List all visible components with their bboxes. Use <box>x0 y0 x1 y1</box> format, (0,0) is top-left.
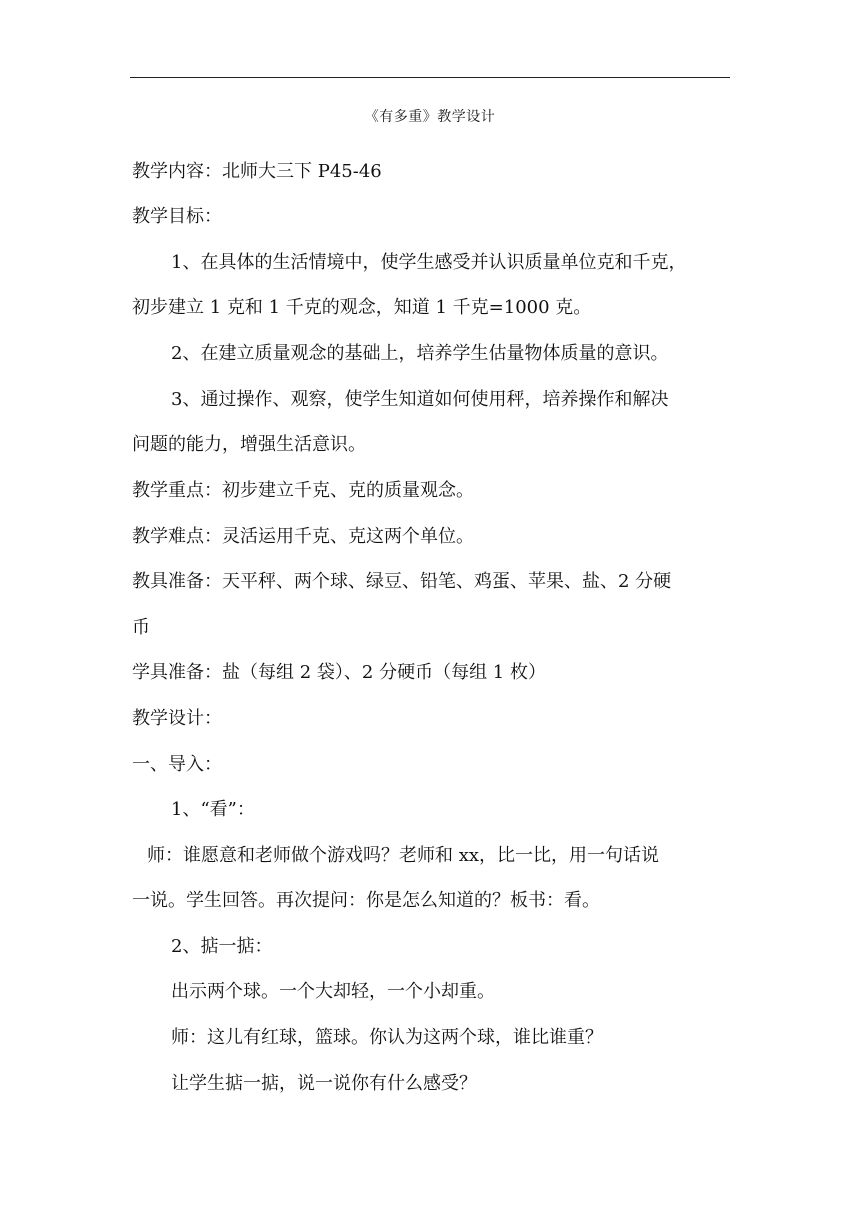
line-show-balls: 出示两个球。一个大却轻，一个小却重。 <box>171 981 495 1002</box>
line-teacher-game-b: 一说。学生回答。再次提问：你是怎么知道的？板书：看。 <box>132 890 600 911</box>
line-objectives-heading: 教学目标： <box>132 206 222 227</box>
line-objective-1a: 1、在具体的生活情境中，使学生感受并认识质量单位克和千克， <box>171 252 687 273</box>
line-difficulty: 教学难点：灵活运用千克、克这两个单位。 <box>132 526 474 547</box>
header-rule <box>130 77 730 78</box>
line-teacher-question: 师：这儿有红球，篮球。你认为这两个球，谁比谁重？ <box>171 1027 603 1048</box>
line-section-intro: 一、导入： <box>132 754 222 775</box>
line-teacher-game-a: 师：谁愿意和老师做个游戏吗？老师和 xx，比一比，用一句话说 <box>147 845 660 866</box>
line-objective-3b: 问题的能力，增强生活意识。 <box>132 434 366 455</box>
line-key-point: 教学重点：初步建立千克、克的质量观念。 <box>132 480 474 501</box>
line-student-aids: 学具准备：盐（每组 2 袋）、2 分硬币（每组 1 枚） <box>132 662 546 683</box>
line-teaching-aids-b: 币 <box>132 617 150 638</box>
line-objective-2: 2、在建立质量观念的基础上，培养学生估量物体质量的意识。 <box>171 343 669 364</box>
line-objective-1b: 初步建立 1 克和 1 千克的观念，知道 1 千克=1000 克。 <box>132 297 592 318</box>
line-student-activity: 让学生掂一掂，说一说你有什么感受？ <box>171 1073 477 1094</box>
line-step-weigh: 2、掂一掂： <box>171 936 273 957</box>
line-step-look: 1、“看”： <box>171 799 255 820</box>
line-objective-3a: 3、通过操作、观察，使学生知道如何使用秤，培养操作和解决 <box>171 389 669 410</box>
line-design-heading: 教学设计： <box>132 708 222 729</box>
line-content: 教学内容：北师大三下 P45-46 <box>132 161 382 182</box>
document-title: 《有多重》教学设计 <box>364 109 496 125</box>
line-teaching-aids-a: 教具准备：天平秤、两个球、绿豆、铅笔、鸡蛋、苹果、盐、2 分硬 <box>132 571 672 592</box>
